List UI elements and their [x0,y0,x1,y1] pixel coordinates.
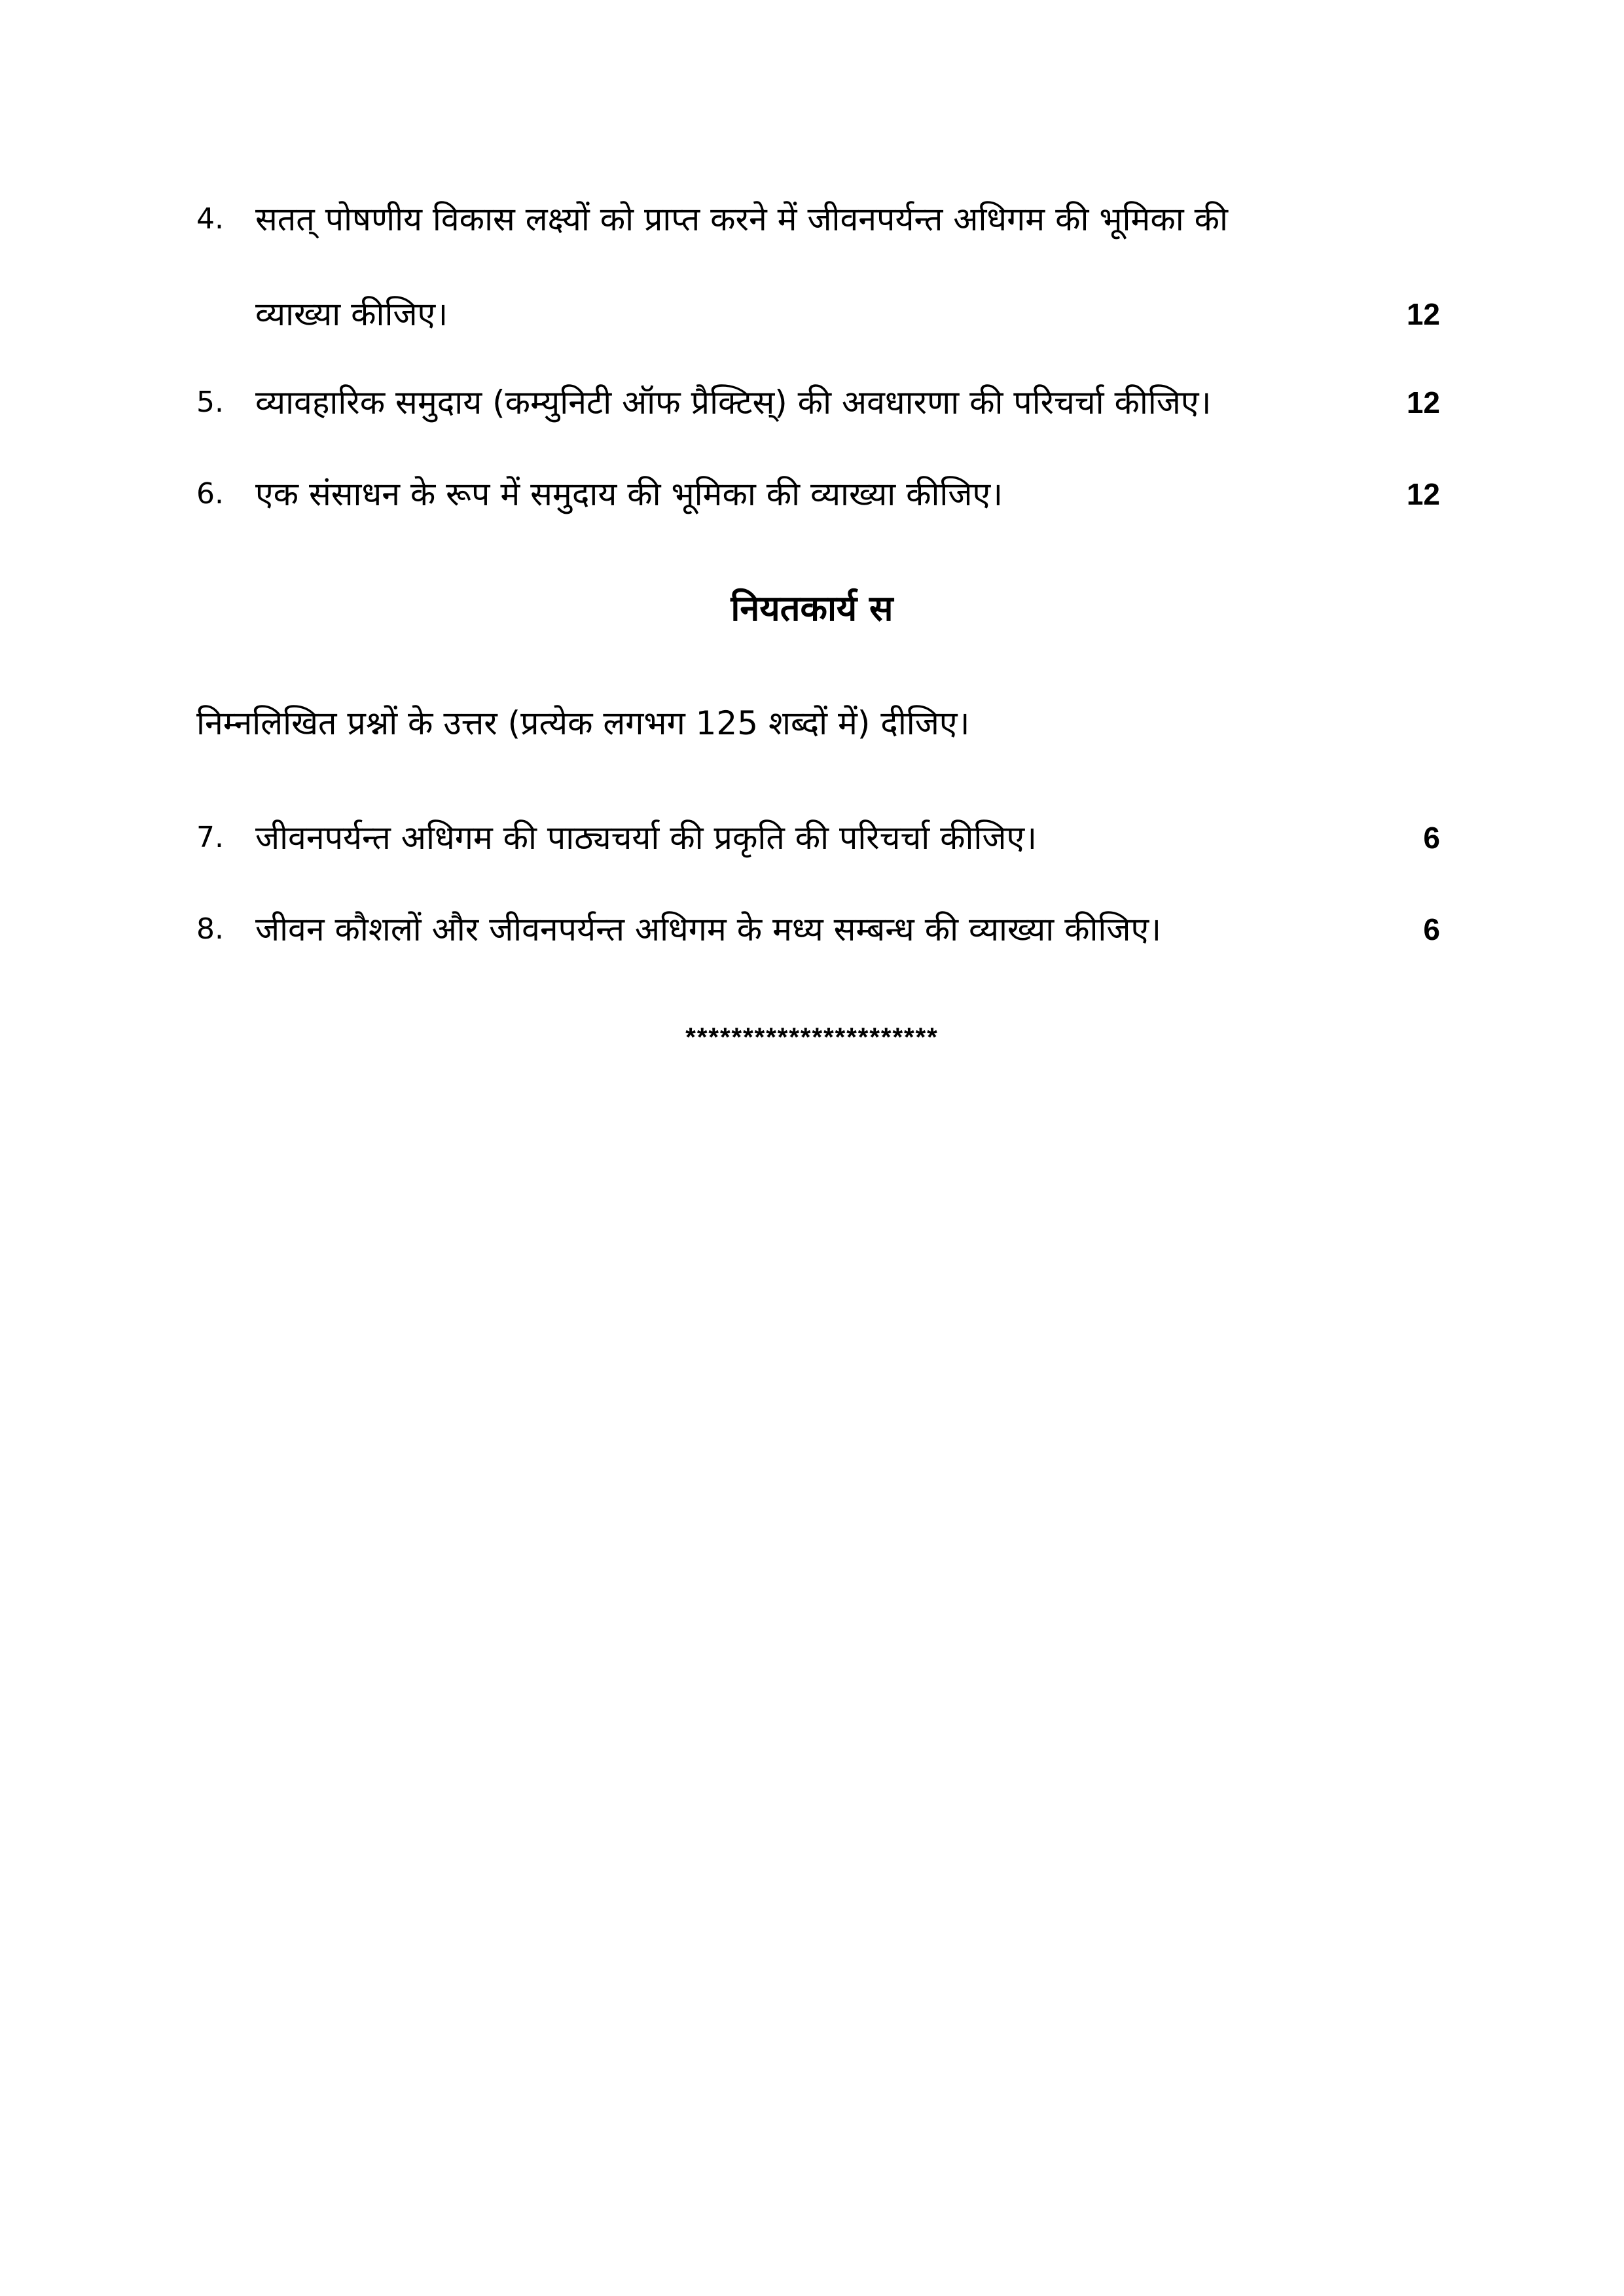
question-text: व्यावहारिक समुदाय (कम्युनिटी ऑफ प्रैक्टिस्) की अवधारणा की परिचर्चा कीजिए। [255,384,1212,422]
question-marks: 12 [1406,477,1440,511]
section-heading: नियतकार्य स [731,588,893,629]
end-of-document-marker: ********************** [685,1023,939,1052]
question-marks: 12 [1406,386,1440,420]
question-marks: 12 [1406,297,1440,331]
question-marks: 6 [1423,912,1440,946]
question-number: 5. [196,386,224,419]
question-number: 4. [196,202,224,236]
question-number: 8. [196,912,224,946]
question-number: 7. [196,821,224,854]
question-4-continuation: व्याख्या कीजिए। [255,295,448,333]
section-instruction: निम्नलिखित प्रश्नों के उत्तर (प्रत्येक लगभग 125 शब्दों में) दीजिए। [196,704,970,742]
question-text: एक संसाधन के रूप में समुदाय की भूमिका की व्याख्या कीजिए। [255,475,1003,513]
question-marks: 6 [1423,821,1440,855]
question-text: जीवनपर्यन्त अधिगम की पाठ्यचर्या की प्रकृति की परिचर्चा कीजिए। [255,819,1038,857]
question-number: 6. [196,477,224,511]
question-text: जीवन कौशलों और जीवनपर्यन्त अधिगम के मध्य सम्बन्ध की व्याख्या कीजिए। [255,910,1162,948]
question-text: सतत् पोषणीय विकास लक्ष्यों को प्राप्त करने में जीवनपर्यन्त अधिगम की भूमिका की [255,200,1228,238]
